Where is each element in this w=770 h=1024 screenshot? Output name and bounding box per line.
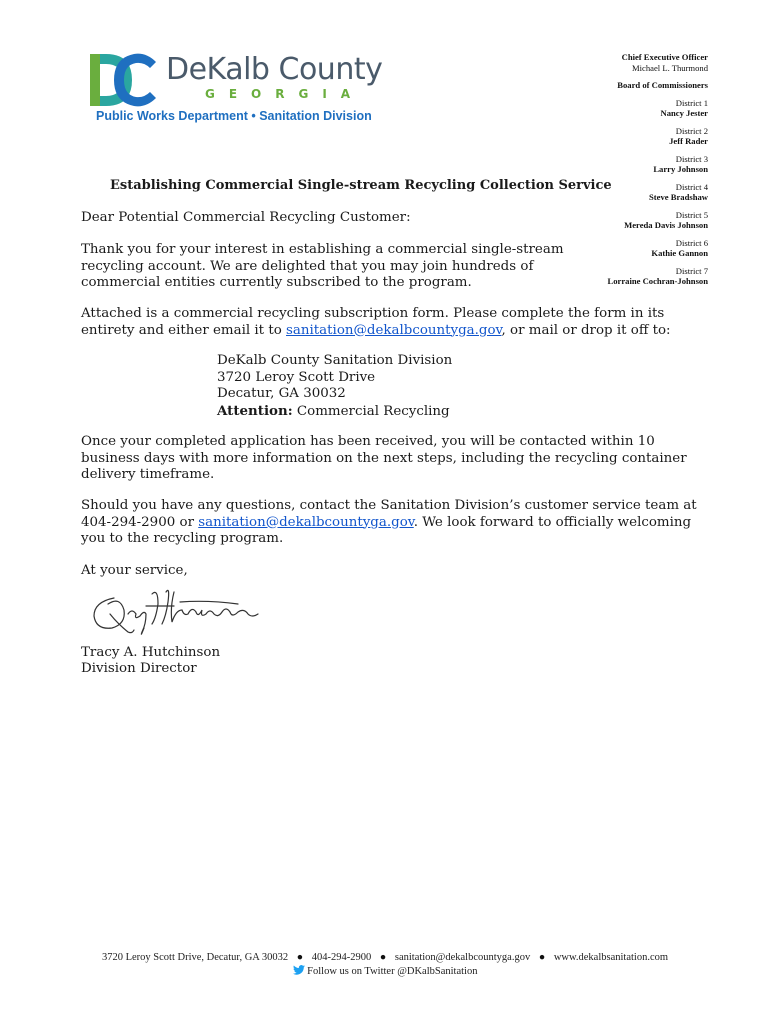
board-title: Board of Commissioners (617, 80, 708, 90)
email-link[interactable]: sanitation@dekalbcountyga.gov (286, 322, 502, 338)
footer-address: 3720 Leroy Scott Drive, Decatur, GA 30032 (101, 952, 289, 963)
footer-social (0, 965, 770, 977)
salutation: Dear Potential Commercial Recycling Customer: (81, 210, 411, 225)
email-link[interactable]: sanitation@dekalbcountyga.gov (198, 514, 414, 530)
district-label: District 1 (675, 97, 708, 108)
district-label: District 3 (675, 153, 708, 164)
bullet-icon: ● (538, 952, 546, 963)
county-name: DeKalb County (166, 52, 383, 87)
bullet-icon: ● (379, 952, 387, 963)
address-line: 3720 Leroy Scott Drive (217, 369, 376, 385)
footer-email: sanitation@dekalbcountyga.gov (394, 952, 531, 963)
district-label: District 6 (675, 237, 708, 248)
district-commissioner: Kathie Gannon (651, 248, 708, 258)
district-commissioner: Jeff Rader (669, 136, 708, 146)
state-name: GEORGIA (205, 87, 365, 101)
department-name: Public Works Department • Sanitation Division (96, 109, 372, 123)
twitter-handle: Follow us on Twitter @DKalbSanitation (307, 966, 478, 977)
twitter-icon (293, 965, 305, 975)
dc-logo-mark-icon (88, 52, 160, 108)
address-line: DeKalb County Sanitation Division (217, 353, 453, 368)
district-commissioner: Steve Bradshaw (649, 192, 708, 202)
paragraph-contact: Should you have any questions, contact the Sanitation Division’s customer service team at 404-294-2900 or sanitation@dekalbcountyga.gov. We look forward to officially welcoming you to the recycling program. (81, 498, 697, 546)
district-label: District 4 (675, 181, 708, 192)
district-label: District 2 (675, 125, 708, 136)
district-commissioner: Larry Johnson (653, 164, 708, 174)
letter-title: Establishing Commercial Single-stream Recycling Collection Service (110, 178, 612, 193)
paragraph-next-steps: Once your completed application has been received, you will be contacted within 10 business days with more information on the next steps, including the recycling container delivery timeframe. (81, 434, 687, 482)
address-attention: Attention: Commercial Recycling (217, 402, 450, 419)
signer-title: Division Director (81, 661, 197, 676)
closing: At your service, (81, 563, 188, 578)
address-line: Decatur, GA 30032 (217, 386, 346, 401)
mailing-address (217, 353, 452, 420)
paragraph-instructions: Attached is a commercial recycling subscription form. Please complete the form in its entirety and either email it to sanitation@dekalbcountyga.gov, or mail or drop it off to: (81, 306, 671, 338)
paragraph-intro: Thank you for your interest in establishing a commercial single-stream recycling account. We are delighted that you may join hundreds of commercial entities currently subscribed to the program. (81, 242, 564, 290)
ceo-title: Chief Executive Officer (621, 52, 708, 62)
footer-phone: 404-294-2900 (311, 952, 372, 963)
signature-image (88, 584, 278, 640)
district-commissioner: Mereda Davis Johnson (624, 220, 708, 230)
district-label: District 5 (675, 209, 708, 220)
footer-contact (0, 952, 770, 963)
district-commissioner: Nancy Jester (660, 108, 708, 118)
ceo-name: Michael L. Thurmond (632, 62, 708, 73)
signer-name: Tracy A. Hutchinson (81, 645, 221, 660)
district-commissioner: Lorraine Cochran-Johnson (607, 276, 708, 286)
district-label: District 7 (675, 265, 708, 276)
footer-website: www.dekalbsanitation.com (553, 952, 669, 963)
bullet-icon: ● (296, 952, 304, 963)
